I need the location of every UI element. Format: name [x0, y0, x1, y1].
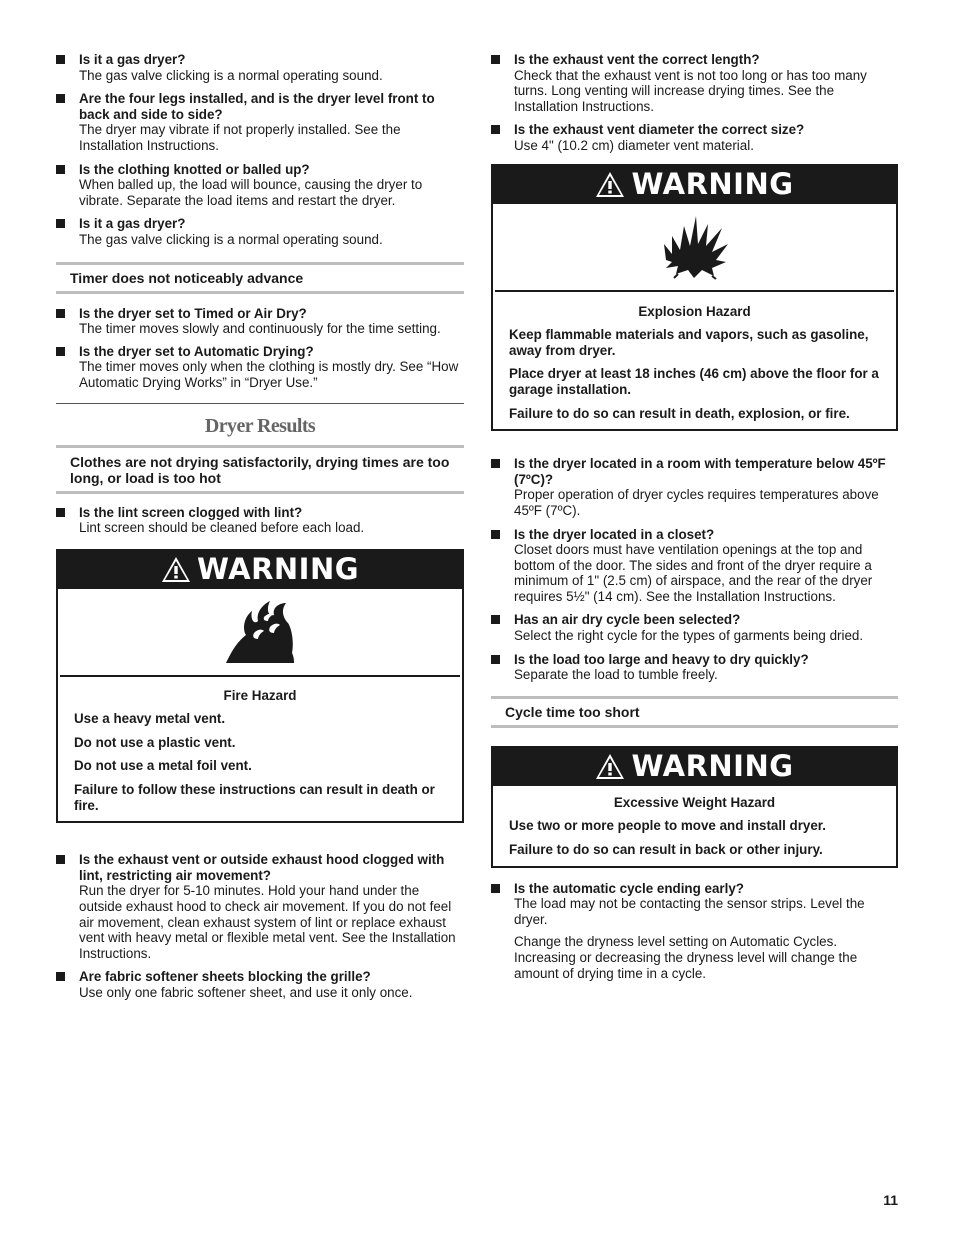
question: Is it a gas dryer? — [79, 52, 186, 67]
qa-list — [491, 881, 898, 982]
right-column — [491, 52, 898, 989]
question: Is the dryer set to Automatic Drying? — [79, 343, 314, 359]
question: Are fabric softener sheets blocking the grille? — [79, 969, 371, 985]
answer: Closet doors must have ventilation openings at the top and bottom of the door. The sides and front of the dryer require a minimum of 1" (2.5 cm) of airspace, and the rear of the dryer requires 5½" (14 cm). See the Installation Instructions. — [514, 542, 873, 604]
list-item — [56, 162, 464, 209]
answer: The timer moves slowly and continuously for the time setting. — [79, 321, 441, 337]
warning-box-weight — [491, 746, 898, 868]
question: Is it a gas dryer? — [79, 216, 186, 232]
warning-box-explosion — [491, 164, 898, 432]
list-item — [56, 216, 464, 247]
warning-label: WARNING — [631, 166, 794, 201]
answer: The load may not be contacting the sensor strips. Level the dryer. — [514, 896, 865, 927]
question: Is the lint screen clogged with lint? — [79, 504, 303, 520]
qa-list — [56, 852, 464, 1000]
answer: Proper operation of dryer cycles requires temperatures above 45ºF (7ºC). — [514, 487, 879, 518]
qa-list — [491, 52, 898, 154]
subheading-clothes: Clothes are not drying satisfactorily, drying times are too long, or load is too hot — [56, 445, 464, 494]
bullet-square-icon — [491, 615, 500, 624]
list-item — [56, 344, 464, 391]
warning-label: WARNING — [631, 749, 794, 784]
warning-triangle-icon — [595, 171, 625, 198]
warning-line: Do not use a plastic vent. — [74, 734, 236, 750]
question: Is the load too large and heavy to dry quickly? — [514, 651, 809, 667]
list-item — [491, 881, 898, 982]
warning-line: Do not use a metal foil vent. — [74, 758, 252, 774]
list-item — [56, 52, 464, 83]
answer: The dryer may vibrate if not properly installed. See the Installation Instructions. — [79, 122, 401, 153]
warning-header — [493, 748, 896, 786]
warning-box-fire — [56, 549, 464, 824]
bullet-square-icon — [56, 309, 65, 318]
list-item — [491, 122, 898, 153]
answer: The timer moves only when the clothing is mostly dry. See “How Automatic Drying Works” in “Dryer Use.” — [79, 359, 459, 390]
list-item — [56, 91, 464, 153]
bullet-square-icon — [56, 972, 65, 981]
qa-list — [56, 306, 464, 391]
warning-triangle-icon — [595, 753, 625, 780]
list-item — [56, 852, 464, 961]
bullet-square-icon — [56, 508, 65, 517]
bullet-square-icon — [56, 165, 65, 174]
explosion-icon — [495, 204, 894, 292]
question: Are the four legs installed, and is the dryer level front to back and side to side? — [79, 91, 435, 122]
bullet-square-icon — [491, 884, 500, 893]
section-title: Dryer Results — [56, 403, 464, 445]
bullet-square-icon — [491, 655, 500, 664]
bullet-square-icon — [491, 530, 500, 539]
bullet-square-icon — [491, 55, 500, 64]
warning-line: Failure to follow these instructions can result in death or fire. — [74, 782, 435, 813]
answer-continued: Change the dryness level setting on Automatic Cycles. Increasing or decreasing the dryness level will change the amount of drying time in a cycle. — [514, 934, 858, 981]
page-number: 11 — [883, 1192, 898, 1208]
bullet-square-icon — [56, 347, 65, 356]
list-item — [491, 52, 898, 114]
warning-line: Use two or more people to move and install dryer. — [509, 818, 826, 834]
bullet-square-icon — [56, 855, 65, 864]
answer: The gas valve clicking is a normal operating sound. — [79, 67, 383, 83]
subheading-timer: Timer does not noticeably advance — [56, 262, 464, 294]
list-item — [56, 969, 464, 1000]
left-column — [56, 52, 464, 1009]
answer: Lint screen should be cleaned before each load. — [79, 520, 365, 536]
warning-line: Place dryer at least 18 inches (46 cm) above the floor for a garage installation. — [509, 366, 879, 397]
question: Is the dryer located in a closet? — [514, 526, 715, 542]
answer: Select the right cycle for the types of garments being dried. — [514, 628, 864, 644]
warning-body — [58, 677, 462, 822]
bullet-square-icon — [56, 94, 65, 103]
question: Is the automatic cycle ending early? — [514, 880, 744, 896]
qa-list — [56, 52, 464, 248]
warning-label: WARNING — [196, 551, 360, 586]
warning-line: Failure to do so can result in death, explosion, or fire. — [509, 405, 850, 421]
list-item — [56, 505, 464, 536]
warning-body — [493, 786, 896, 866]
list-item — [491, 456, 898, 518]
hazard-title: Excessive Weight Hazard — [613, 794, 776, 810]
bullet-square-icon — [56, 55, 65, 64]
bullet-square-icon — [491, 125, 500, 134]
list-item — [491, 612, 898, 643]
warning-header — [58, 551, 462, 589]
question: Has an air dry cycle been selected? — [514, 612, 741, 628]
warning-header — [493, 166, 896, 204]
question: Is the dryer located in a room with temperature below 45ºF (7ºC)? — [514, 456, 886, 487]
answer: Use 4" (10.2 cm) diameter vent material. — [514, 137, 754, 153]
warning-line: Failure to do so can result in back or other injury. — [509, 842, 823, 858]
answer: Check that the exhaust vent is not too long or has too many turns. Long venting will increase drying times. See the Installation Instructions. — [514, 67, 867, 114]
subheading-cycle: Cycle time too short — [491, 696, 898, 728]
question: Is the exhaust vent the correct length? — [514, 52, 760, 67]
hazard-title: Explosion Hazard — [638, 303, 751, 319]
question: Is the exhaust vent or outside exhaust hood clogged with lint, restricting air movement? — [79, 852, 445, 883]
list-item — [56, 306, 464, 337]
warning-body — [493, 292, 896, 430]
hazard-title: Fire Hazard — [223, 687, 297, 703]
bullet-square-icon — [56, 219, 65, 228]
answer: Separate the load to tumble freely. — [514, 667, 718, 683]
list-item — [491, 527, 898, 605]
answer: The gas valve clicking is a normal operating sound. — [79, 231, 383, 247]
question: Is the clothing knotted or balled up? — [79, 161, 310, 177]
bullet-square-icon — [491, 459, 500, 468]
question: Is the dryer set to Timed or Air Dry? — [79, 305, 307, 321]
fire-icon — [60, 589, 460, 677]
question: Is the exhaust vent diameter the correct size? — [514, 122, 805, 138]
answer: When balled up, the load will bounce, causing the dryer to vibrate. Separate the load items and restart the dryer. — [79, 177, 423, 208]
list-item — [491, 652, 898, 683]
warning-line: Keep flammable materials and vapors, such as gasoline, away from dryer. — [509, 327, 869, 358]
qa-list — [56, 505, 464, 536]
warning-triangle-icon — [161, 556, 191, 583]
answer: Use only one fabric softener sheet, and use it only once. — [79, 985, 413, 1000]
qa-list — [491, 456, 898, 683]
answer: Run the dryer for 5-10 minutes. Hold your hand under the outside exhaust hood to check air movement. If you do not feel air movement, clean exhaust system of lint or replace exhaust vent with heavy metal or flexible metal vent. See the Installation Instructions. — [79, 883, 456, 961]
warning-line: Use a heavy metal vent. — [74, 711, 226, 727]
